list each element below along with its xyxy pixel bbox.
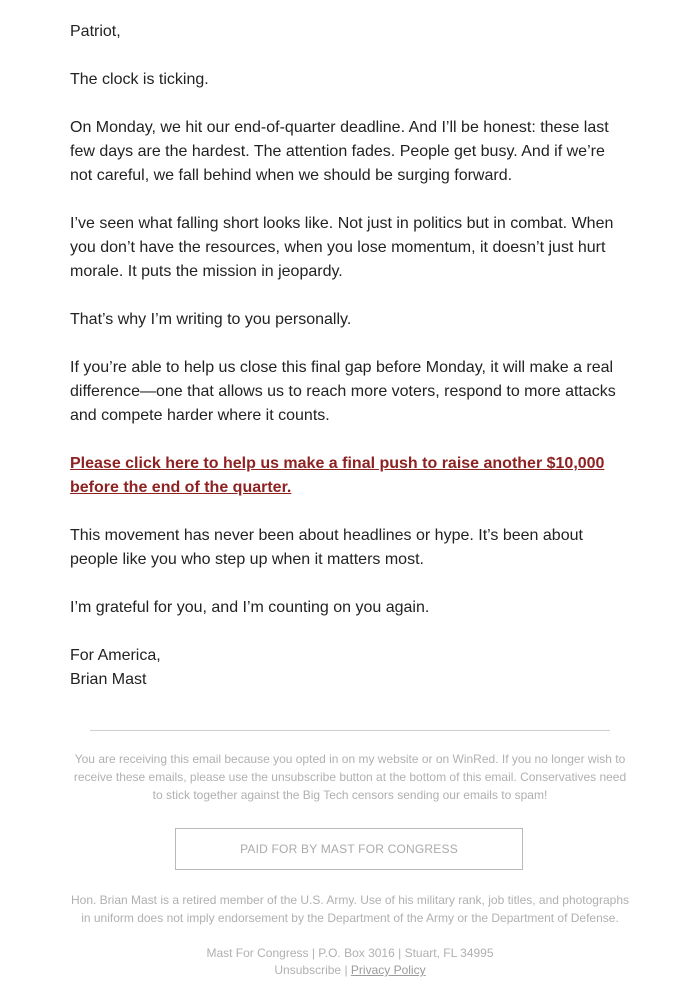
- footer-links: [70, 945, 630, 979]
- paragraph-personally: That’s why I’m writing to you personally.: [70, 311, 352, 328]
- paragraph-clock: The clock is ticking.: [70, 71, 209, 88]
- footer-link-row: [70, 962, 630, 979]
- signature: Brian Mast: [70, 671, 147, 688]
- paragraph-final-gap: If you’re able to help us close this final gap before Monday, it will make a real difference—one that allows us to reach more voters, respond to more attacks and compete harder where it counts.: [70, 359, 616, 424]
- paid-for-box: [175, 828, 523, 870]
- military-notice: Hon. Brian Mast is a retired member of the U.S. Army. Use of his military rank, job titles, and photographs in uniform does not imply endorsement by the Department of the Army or the Department of Defense.: [70, 893, 629, 925]
- paragraph-movement: This movement has never been about headlines or hype. It’s been about people like you who step up when it matters most.: [70, 527, 583, 568]
- paragraph-deadline: On Monday, we hit our end-of-quarter deadline. And I’ll be honest: these last few days are the hardest. The attention fades. People get busy. And if we’re not careful, we fall behind when we should be surging forward.: [70, 119, 609, 184]
- privacy-policy-link[interactable]: Privacy Policy: [350, 963, 426, 977]
- salutation: Patriot,: [70, 23, 121, 40]
- paid-for-text: PAID FOR BY MAST FOR CONGRESS: [240, 842, 458, 856]
- cta-paragraph: [70, 452, 630, 500]
- email-body: [70, 20, 630, 692]
- footer-divider: [90, 730, 610, 731]
- unsubscribe-link[interactable]: Unsubscribe: [274, 963, 342, 977]
- signoff: For America,: [70, 647, 161, 664]
- donate-cta-link[interactable]: Please click here to help us make a final push to raise another $10,000 before the end of the quarter.: [70, 455, 605, 496]
- link-separator: |: [344, 963, 348, 977]
- mailing-address: Mast For Congress | P.O. Box 3016 | Stuart, FL 34995: [206, 946, 494, 960]
- paragraph-grateful: I’m grateful for you, and I’m counting on you again.: [70, 599, 430, 616]
- opt-in-disclaimer: You are receiving this email because you opted in on my website or on WinRed. If you no longer wish to receive these emails, please use the unsubscribe button at the bottom of this email. Conservatives need to stick together against the Big Tech censors sending our emails to spam!: [73, 752, 627, 802]
- paragraph-combat: I’ve seen what falling short looks like. Not just in politics but in combat. When you don’t have the resources, when you lose momentum, it doesn’t just hurt morale. It puts the mission in jeopardy.: [70, 215, 614, 280]
